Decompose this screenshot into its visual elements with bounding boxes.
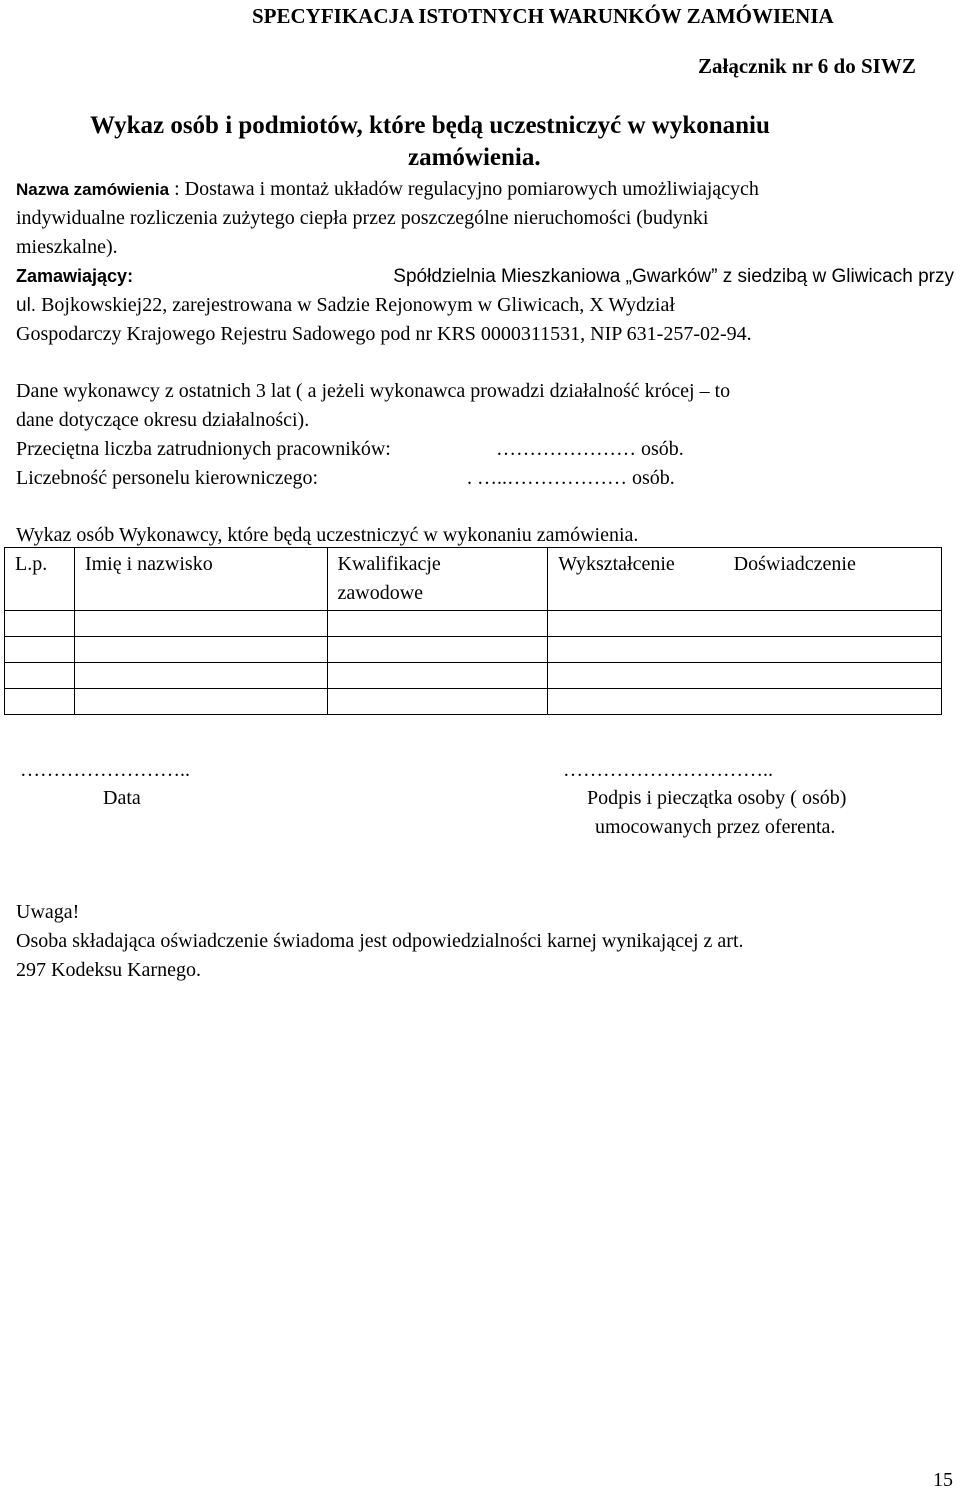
- order-name-text: : Dostawa i montaż układów regulacyjno pomiarowych umożliwiających: [169, 178, 759, 200]
- client-line1: [16, 262, 954, 291]
- table-row: [5, 689, 942, 715]
- note-line2: 297 Kodeksu Karnego.: [16, 959, 201, 981]
- client-line2-prefix: ul.: [16, 295, 37, 316]
- table-cell[interactable]: [327, 637, 548, 663]
- header-education: Wykształcenie: [548, 548, 724, 611]
- main-title-line2: zamówienia.: [408, 144, 541, 171]
- page-number: 15: [933, 1469, 953, 1491]
- table-row: [5, 637, 942, 663]
- table-cell[interactable]: [74, 663, 327, 689]
- header-qualifications-line1: Kwalifikacje: [337, 553, 441, 575]
- date-dots[interactable]: ……………………..: [20, 759, 190, 781]
- table-row: [5, 663, 942, 689]
- signature-dots[interactable]: …………………………..: [563, 759, 773, 781]
- table-cell[interactable]: [548, 637, 724, 663]
- client-line3: Gospodarczy Krajowego Rejestru Sadowego pod nr KRS 0000311531, NIP 631-257-02-94.: [16, 323, 752, 345]
- table-cell[interactable]: [548, 689, 724, 715]
- note-title: Uwaga!: [16, 901, 80, 923]
- table-cell[interactable]: [327, 689, 548, 715]
- table-cell[interactable]: [5, 611, 75, 637]
- table-cell[interactable]: [5, 663, 75, 689]
- client-name: Spółdzielnia Mieszkaniowa „Gwarków” z siedzibą w Gliwicach przy: [393, 266, 954, 287]
- table-cell[interactable]: [5, 689, 75, 715]
- table-cell[interactable]: [724, 637, 942, 663]
- table-cell[interactable]: [74, 637, 327, 663]
- staff-table-caption: Wykaz osób Wykonawcy, które będą uczestniczyć w wykonaniu zamówienia.: [16, 524, 639, 546]
- date-label: Data: [103, 787, 141, 809]
- table-row: [5, 611, 942, 637]
- client-line2: [16, 291, 675, 320]
- order-name-line2: indywidualne rozliczenia zużytego ciepła przez poszczególne nieruchomości (budynki: [16, 207, 709, 229]
- employees-count-field[interactable]: ………………… osób.: [496, 438, 684, 460]
- table-cell[interactable]: [327, 611, 548, 637]
- header-name: Imię i nazwisko: [74, 548, 327, 611]
- client-line2-text: Bojkowskiej22, zarejestrowana w Sadzie Rejonowym w Gliwicach, X Wydział: [36, 294, 675, 316]
- attachment-label: Załącznik nr 6 do SIWZ: [698, 54, 916, 78]
- document-title: SPECYFIKACJA ISTOTNYCH WARUNKÓW ZAMÓWIENIA: [252, 4, 834, 28]
- header-lp: L.p.: [5, 548, 75, 611]
- client-label: Zamawiający:: [16, 266, 134, 286]
- order-name-line3: mieszkalne).: [16, 236, 118, 258]
- header-qualifications-line2: zawodowe: [337, 582, 424, 604]
- contractor-line2: dane dotyczące okresu działalności).: [16, 409, 310, 431]
- signature-label-line1: Podpis i pieczątka osoby ( osób): [587, 787, 847, 809]
- table-cell[interactable]: [327, 663, 548, 689]
- table-cell[interactable]: [74, 689, 327, 715]
- signature-label-line2: umocowanych przez oferenta.: [595, 816, 836, 838]
- table-cell[interactable]: [5, 637, 75, 663]
- order-name-label: Nazwa zamówienia: [16, 180, 170, 199]
- order-name-line1: [16, 175, 954, 204]
- main-title-line1: Wykaz osób i podmiotów, które będą uczestniczyć w wykonaniu: [90, 112, 770, 139]
- note-line1: Osoba składająca oświadczenie świadoma jest odpowiedzialności karnej wynikającej z art.: [16, 930, 744, 952]
- contractor-line1: Dane wykonawcy z ostatnich 3 lat ( a jeżeli wykonawca prowadzi działalność krócej – to: [16, 380, 731, 402]
- table-cell[interactable]: [724, 611, 942, 637]
- managers-count-field[interactable]: . …..……………… osób.: [467, 467, 675, 489]
- managers-count-label: Liczebność personelu kierowniczego:: [16, 467, 319, 489]
- table-cell[interactable]: [724, 663, 942, 689]
- employees-count-label: Przeciętna liczba zatrudnionych pracowników:: [16, 438, 391, 460]
- header-experience: Doświadczenie: [724, 548, 942, 611]
- table-cell[interactable]: [74, 611, 327, 637]
- table-header-row: [5, 548, 942, 611]
- header-qualifications: [327, 548, 548, 611]
- table-cell[interactable]: [548, 663, 724, 689]
- staff-table: [4, 547, 942, 715]
- table-cell[interactable]: [548, 611, 724, 637]
- table-cell[interactable]: [724, 689, 942, 715]
